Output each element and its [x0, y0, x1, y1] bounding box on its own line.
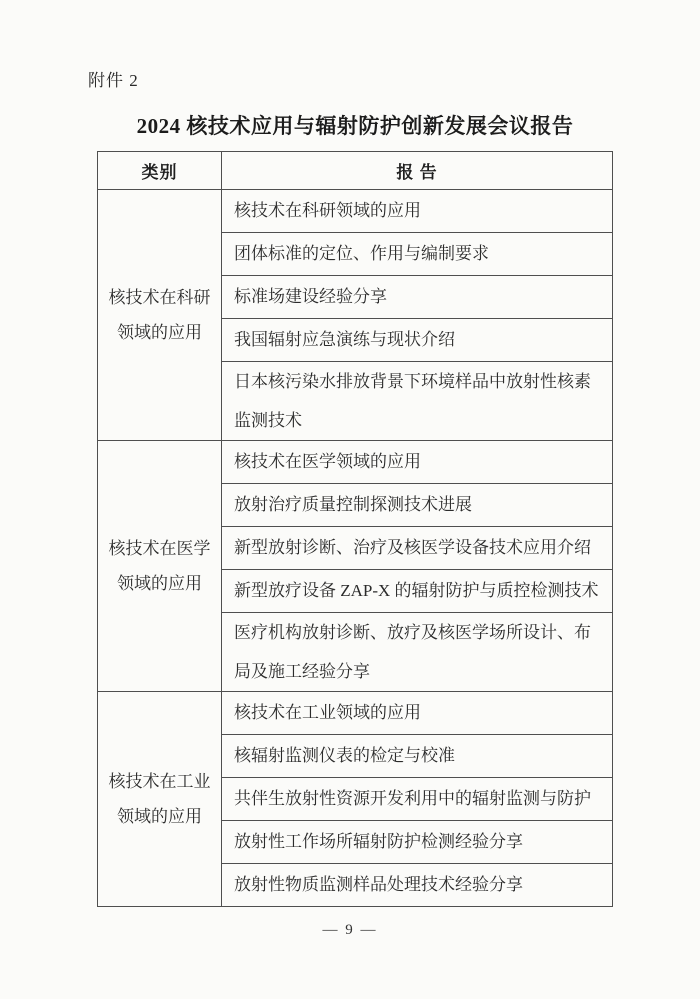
report-table	[97, 151, 613, 907]
report-cell: 新型放疗设备 ZAP-X 的辐射防护与质控检测技术	[222, 570, 613, 613]
page-number: — 9 —	[322, 922, 378, 938]
report-cell: 放射性物质监测样品处理技术经验分享	[222, 864, 613, 907]
table-row	[98, 441, 613, 484]
column-header-report: 报 告	[222, 152, 613, 190]
table-header-row	[98, 152, 613, 190]
report-cell: 团体标准的定位、作用与编制要求	[222, 233, 613, 276]
report-cell: 共伴生放射性资源开发利用中的辐射监测与防护	[222, 778, 613, 821]
report-cell: 核技术在工业领域的应用	[222, 692, 613, 735]
attachment-label: 附件 2	[88, 71, 139, 90]
report-cell: 核技术在医学领域的应用	[222, 441, 613, 484]
report-cell: 日本核污染水排放背景下环境样品中放射性核素监测技术	[222, 362, 613, 441]
report-cell: 放射性工作场所辐射防护检测经验分享	[222, 821, 613, 864]
category-cell-research: 核技术在科研领域的应用	[98, 190, 222, 441]
category-cell-industry: 核技术在工业领域的应用	[98, 692, 222, 907]
table-row	[98, 190, 613, 233]
page-title: 2024 核技术应用与辐射防护创新发展会议报告	[136, 114, 574, 138]
report-cell: 医疗机构放射诊断、放疗及核医学场所设计、布局及施工经验分享	[222, 613, 613, 692]
report-cell: 新型放射诊断、治疗及核医学设备技术应用介绍	[222, 527, 613, 570]
table-row	[98, 692, 613, 735]
report-cell: 放射治疗质量控制探测技术进展	[222, 484, 613, 527]
report-cell: 标准场建设经验分享	[222, 276, 613, 319]
category-cell-medical: 核技术在医学领域的应用	[98, 441, 222, 692]
report-cell: 核辐射监测仪表的检定与校准	[222, 735, 613, 778]
report-cell: 我国辐射应急演练与现状介绍	[222, 319, 613, 362]
column-header-category: 类别	[98, 152, 222, 190]
report-cell: 核技术在科研领域的应用	[222, 190, 613, 233]
